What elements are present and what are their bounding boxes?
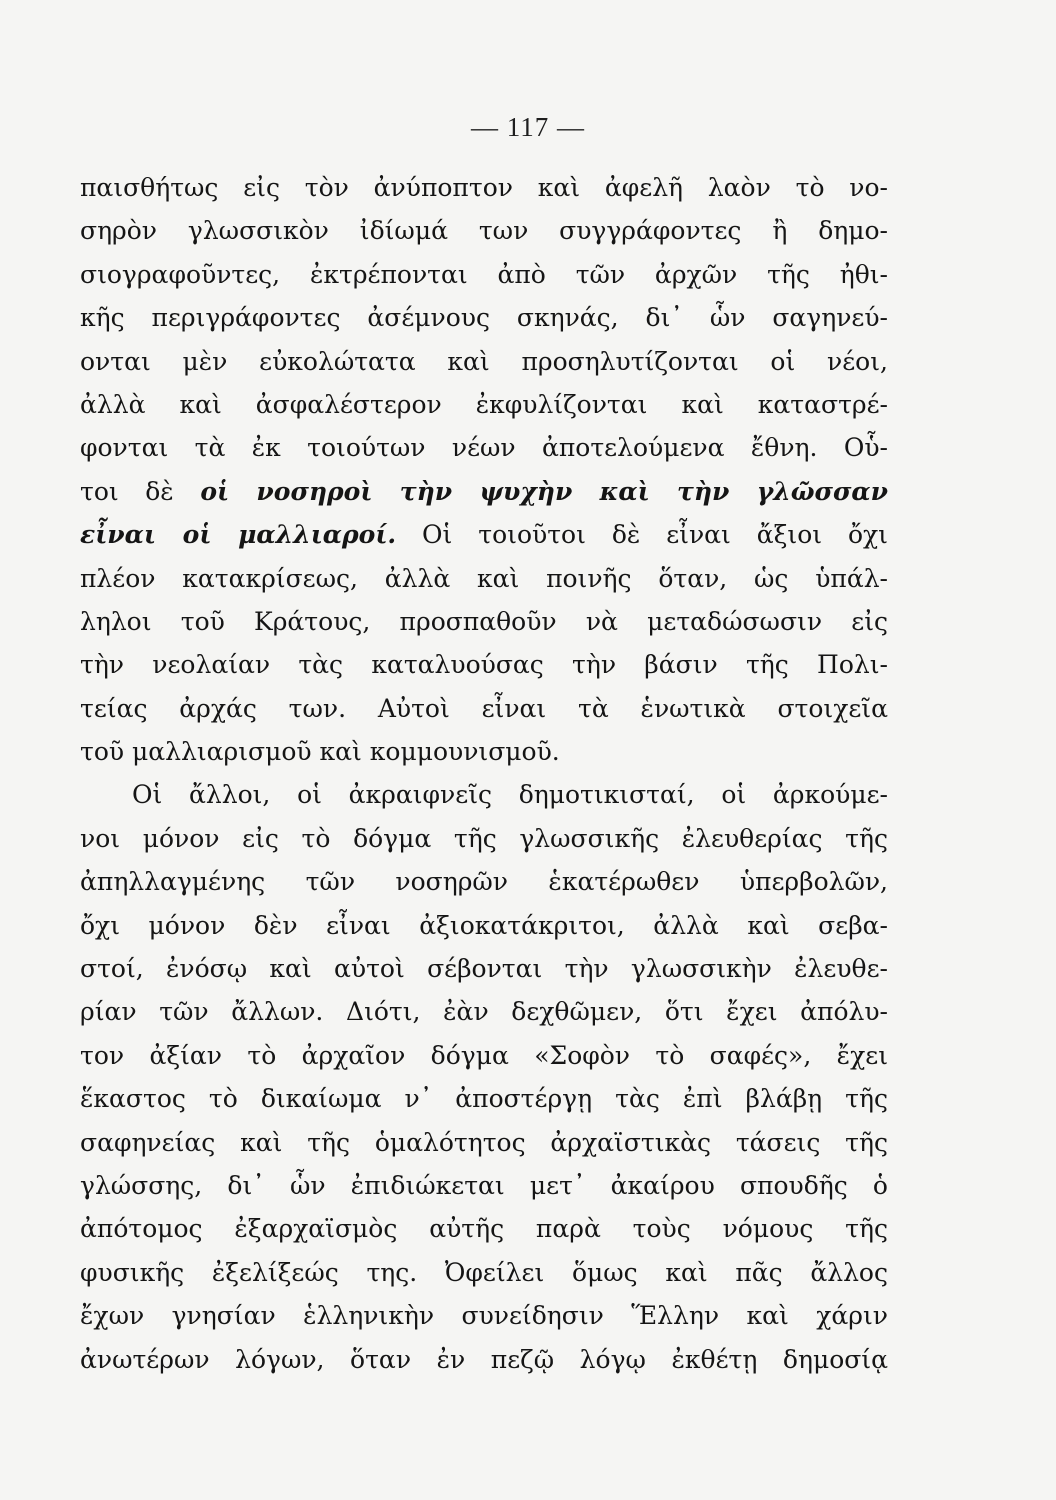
emphasized-text: εἶναι οἱ μαλλιαροί. xyxy=(80,520,397,550)
text-segment: κῆς περιγράφοντες ἀσέμνους σκηνάς, δι᾽ ὧν σαγηνεύ- xyxy=(80,303,888,333)
text-line xyxy=(80,209,888,252)
text-line xyxy=(80,1121,888,1164)
text-segment: ἕκαστος τὸ δικαίωμα ν᾽ ἀποστέργῃ τὰς ἐπὶ βλάβῃ τῆς xyxy=(80,1084,888,1114)
text-line xyxy=(80,817,888,860)
text-line xyxy=(80,904,888,947)
text-line xyxy=(80,1164,888,1207)
text-line xyxy=(80,383,888,426)
page-number: — 117 — xyxy=(471,112,585,142)
emphasized-text: οἱ νοσηροὶ τὴν ψυχὴν καὶ τὴν γλῶσσαν xyxy=(200,476,889,506)
text-segment: ἀνωτέρων λόγων, ὅταν ἐν πεζῷ λόγῳ ἐκθέτῃ δημοσίᾳ xyxy=(80,1344,888,1374)
text-segment: τον ἀξίαν τὸ ἀρχαῖον δόγμα «Σοφὸν τὸ σαφές», ἔχει xyxy=(80,1040,888,1070)
text-line xyxy=(80,1077,888,1120)
text-line xyxy=(80,296,888,339)
text-line xyxy=(80,947,888,990)
text-line xyxy=(80,860,888,903)
text-segment: σιογραφοῦντες, ἐκτρέπονται ἀπὸ τῶν ἀρχῶν τῆς ἠθι- xyxy=(80,259,888,289)
text-segment: τὴν νεολαίαν τὰς καταλυούσας τὴν βάσιν τῆς Πολι- xyxy=(80,650,888,680)
text-line xyxy=(80,730,888,773)
text-segment: νοι μόνον εἰς τὸ δόγμα τῆς γλωσσικῆς ἐλευθερίας τῆς xyxy=(80,823,888,853)
text-line xyxy=(80,1338,888,1381)
text-segment: ὄχι μόνον δὲν εἶναι ἀξιοκατάκριτοι, ἀλλὰ καὶ σεβα- xyxy=(80,910,888,940)
text-line xyxy=(80,513,888,556)
text-segment: σηρὸν γλωσσικὸν ἰδίωμά των συγγράφοντες ἢ δημο- xyxy=(80,216,888,246)
body-text xyxy=(80,166,888,1381)
text-segment: Οἱ τοιοῦτοι δὲ εἶναι ἄξιοι ὄχι xyxy=(396,520,888,550)
text-segment: τοῦ μαλλιαρισμοῦ καὶ κομμουνισμοῦ. xyxy=(80,737,560,767)
text-segment: στοί, ἐνόσῳ καὶ αὐτοὶ σέβονται τὴν γλωσσικὴν ἐλευθε- xyxy=(80,954,888,984)
text-line xyxy=(80,990,888,1033)
text-line xyxy=(80,600,888,643)
text-segment: ἔχων γνησίαν ἑλληνικὴν συνείδησιν Ἕλλην καὶ χάριν xyxy=(80,1301,888,1331)
text-line xyxy=(80,643,888,686)
text-line xyxy=(80,470,888,513)
text-line xyxy=(80,557,888,600)
text-segment: παισθήτως εἰς τὸν ἀνύποπτον καὶ ἀφελῆ λαὸν τὸ νο- xyxy=(80,173,888,202)
text-segment: Οἱ ἄλλοι, οἱ ἀκραιφνεῖς δημοτικισταί, οἱ ἀρκούμε- xyxy=(132,780,888,810)
text-segment: τείας ἀρχάς των. Αὐτοὶ εἶναι τὰ ἑνωτικὰ στοιχεῖα xyxy=(80,693,888,723)
text-segment: ἀπηλλαγμένης τῶν νοσηρῶν ἑκατέρωθεν ὑπερβολῶν, xyxy=(80,867,888,897)
text-line xyxy=(80,340,888,383)
text-line xyxy=(80,1207,888,1250)
text-line xyxy=(80,687,888,730)
text-segment: σαφηνείας καὶ τῆς ὁμαλότητος ἀρχαϊστικὰς τάσεις τῆς xyxy=(80,1127,888,1157)
text-line xyxy=(80,1294,888,1337)
text-segment: ἀπότομος ἐξαρχαϊσμὸς αὐτῆς παρὰ τοὺς νόμους τῆς xyxy=(80,1214,888,1244)
text-segment: ρίαν τῶν ἄλλων. Διότι, ἐὰν δεχθῶμεν, ὅτι ἔχει ἀπόλυ- xyxy=(80,997,888,1027)
text-line xyxy=(80,1251,888,1294)
text-segment: φυσικῆς ἐξελίξεώς της. Ὀφείλει ὅμως καὶ πᾶς ἄλλος xyxy=(80,1257,888,1287)
text-segment: ληλοι τοῦ Κράτους, προσπαθοῦν νὰ μεταδώσωσιν εἰς xyxy=(80,606,888,636)
text-segment: ονται μὲν εὐκολώτατα καὶ προσηλυτίζονται οἱ νέοι, xyxy=(80,346,888,376)
text-segment: φονται τὰ ἐκ τοιούτων νέων ἀποτελούμενα ἔθνη. Οὗ- xyxy=(80,433,888,463)
text-line xyxy=(80,166,888,209)
text-line xyxy=(80,1034,888,1077)
text-line xyxy=(80,426,888,469)
text-segment: ἀλλὰ καὶ ἀσφαλέστερον ἐκφυλίζονται καὶ καταστρέ- xyxy=(80,389,888,419)
text-line xyxy=(80,253,888,296)
text-segment: πλέον κατακρίσεως, ἀλλὰ καὶ ποινῆς ὅταν, ὡς ὑπάλ- xyxy=(80,563,888,593)
text-segment: γλώσσης, δι᾽ ὧν ἐπιδιώκεται μετ᾽ ἀκαίρου σπουδῆς ὁ xyxy=(80,1170,888,1200)
text-line xyxy=(80,773,888,816)
text-segment: τοι δὲ xyxy=(80,476,201,506)
